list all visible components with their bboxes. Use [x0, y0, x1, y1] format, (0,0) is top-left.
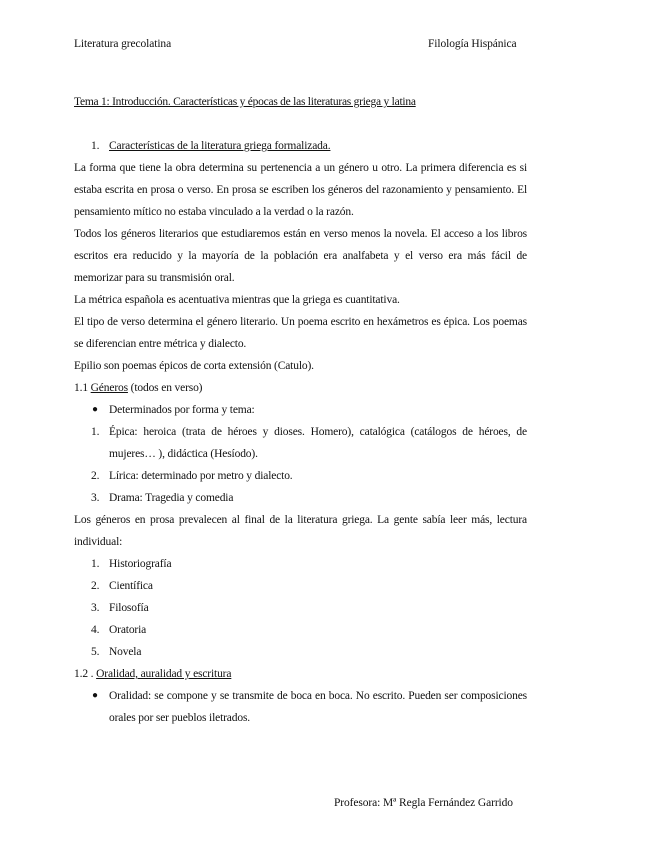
paragraph-metrics: La métrica española es acentuativa mientras que la griega es cuantitativa. — [74, 294, 400, 306]
header-degree: Filología Hispánica — [428, 38, 517, 50]
list-item-cientifica — [74, 575, 527, 597]
bullet-item-text: Oralidad: se compone y se transmite de boca en boca. No escrito. Pueden ser composiciones orales por ser pueblos iletrados. — [109, 690, 527, 724]
topic-title: Tema 1: Introducción. Características y épocas de las literaturas griega y latina — [74, 96, 416, 108]
prose-genres-list — [74, 553, 527, 663]
list-item-novela — [74, 641, 527, 663]
section-1-heading — [74, 135, 527, 157]
list-item-text: Historiografía — [109, 558, 172, 570]
subsection-1-2-heading — [74, 663, 527, 685]
list-item-drama — [74, 487, 527, 509]
list-item-text: Novela — [109, 646, 142, 658]
list-item-text: Drama: Tragedia y comedia — [109, 492, 234, 504]
subsection-1-2-number: 1.2 . — [74, 668, 97, 680]
list-item-number: 2. — [91, 580, 100, 592]
list-item-text: Lírica: determinado por metro y dialecto. — [109, 470, 293, 482]
list-item-text: Épica: heroica (trata de héroes y dioses. Homero), catalógica (catálogos de héroes, de mujeres… ), didáctica (Hesíodo). — [109, 426, 527, 460]
subsection-1-1-number: 1.1 — [74, 382, 91, 394]
document-body — [74, 135, 527, 729]
list-item-text: Filosofía — [109, 602, 149, 614]
list-item-lirica — [74, 465, 527, 487]
list-item-number: 5. — [91, 646, 100, 658]
subsection-1-2-label: Oralidad, auralidad y escritura — [96, 668, 232, 680]
section-1-heading-text: Características de la literatura griega formalizada. — [109, 140, 331, 152]
verse-genres-list — [74, 421, 527, 509]
paragraph-form: La forma que tiene la obra determina su pertenencia a un género u otro. La primera diferencia es si estaba escrita en prosa o verso. En prosa se escriben los géneros del razonamiento y pensamiento. El pensamiento mítico no estaba vinculado a la verdad o la razón. — [74, 162, 527, 218]
list-item-oratoria — [74, 619, 527, 641]
header-course: Literatura grecolatina — [74, 38, 172, 50]
subsection-1-1-suffix: (todos en verso) — [127, 382, 203, 394]
list-item-number: 2. — [91, 470, 100, 482]
list-item-number: 3. — [91, 492, 100, 504]
subsection-1-1-heading — [74, 377, 527, 399]
list-item-text: Oratoria — [109, 624, 147, 636]
footer-professor: Profesora: Mª Regla Fernández Garrido — [334, 797, 513, 809]
paragraph-prose: Los géneros en prosa prevalecen al final de la literatura griega. La gente sabía leer más, lectura individual: — [74, 514, 527, 548]
paragraph-epilio: Epilio son poemas épicos de corta extensión (Catulo). — [74, 360, 314, 372]
list-item-number: 4. — [91, 624, 100, 636]
bullet-item-text: Determinados por forma y tema: — [109, 404, 255, 416]
bullet-icon: ● — [92, 404, 98, 415]
list-item-historiografia — [74, 553, 527, 575]
bullet-item-form-theme — [74, 399, 527, 421]
paragraph-verse-type: El tipo de verso determina el género literario. Un poema escrito en hexámetros es épica. Los poemas se diferencian entre métrica y dialecto. — [74, 316, 527, 350]
list-item-epica — [74, 421, 527, 465]
list-item-filosofia — [74, 597, 527, 619]
bullet-icon: ● — [92, 690, 98, 701]
subsection-1-1-label: Géneros — [90, 382, 128, 394]
list-item-number: 1. — [91, 426, 100, 438]
list-item-text: Científica — [109, 580, 153, 592]
list-item-number: 1. — [91, 558, 100, 570]
bullet-item-oralidad — [74, 685, 527, 729]
paragraph-verse: Todos los géneros literarios que estudiaremos están en verso menos la novela. El acceso a los libros escritos era reducido y la mayoría de la población era analfabeta y el verso era más fácil de memorizar para su transmisión oral. — [74, 228, 527, 284]
list-item-number: 3. — [91, 602, 100, 614]
section-1-number: 1. — [91, 140, 100, 152]
